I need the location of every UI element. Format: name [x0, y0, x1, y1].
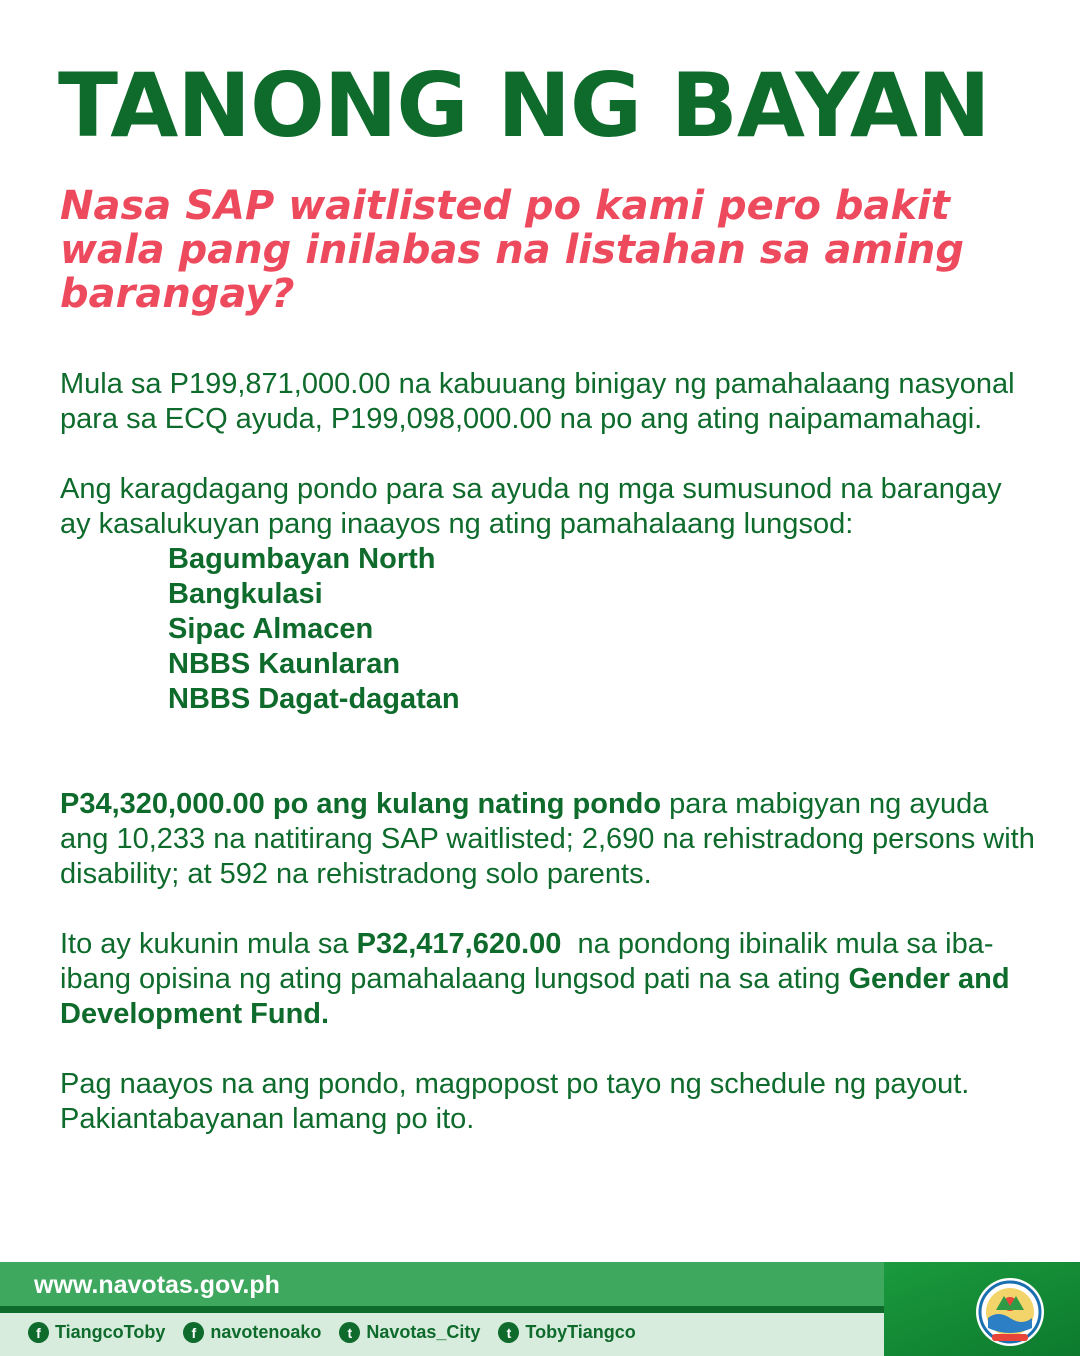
list-item: NBBS Kaunlaran: [168, 648, 401, 680]
list-item: Sipac Almacen: [168, 613, 374, 645]
paragraph-shortfall: [60, 787, 1040, 892]
social-twitter-navotas-city[interactable]: [339, 1322, 480, 1343]
website-link[interactable]: www.navotas.gov.ph: [34, 1271, 280, 1299]
social-facebook-tiangcotoby[interactable]: [28, 1322, 165, 1343]
social-label: navotenoako: [210, 1322, 322, 1342]
paragraph-schedule: Pag naayos na ang pondo, magpopost po tayo ng schedule ng payout. Pakiantabayanan lamang po ito.: [60, 1068, 970, 1135]
facebook-icon: f: [183, 1322, 204, 1343]
shortfall-amount: P34,320,000.00 po ang kulang nating pondo: [60, 788, 662, 820]
question-heading: Nasa SAP waitlisted po kami pero bakit wala pang inilabas na listahan sa aming barangay?: [60, 183, 965, 317]
source-text: Ito ay kukunin mula sa: [60, 928, 357, 960]
list-item: Bagumbayan North: [168, 543, 436, 575]
city-seal-icon: [974, 1276, 1046, 1348]
social-twitter-tobytiangco[interactable]: [498, 1322, 635, 1343]
social-facebook-navotenoako[interactable]: [183, 1322, 321, 1343]
answer-body: [60, 367, 1040, 1172]
social-label: TobyTiangco: [525, 1322, 636, 1342]
list-item: NBBS Dagat-dagatan: [168, 683, 460, 715]
barangay-list: [168, 542, 1040, 717]
footer-divider: [0, 1306, 884, 1313]
paragraph-source: [60, 927, 1040, 1032]
list-item: Bangkulasi: [168, 578, 323, 610]
source-text-2: na pondong ibinalik mula sa iba-ibang opisina ng ating pamahalaang lungsod pati na sa ating: [60, 928, 994, 995]
social-label: TiangcoToby: [55, 1322, 166, 1342]
page-title: TANONG NG BAYAN: [58, 54, 990, 157]
social-label: Navotas_City: [366, 1322, 481, 1342]
paragraph-barangays-intro: Ang karagdagang pondo para sa ayuda ng mga sumusunod na barangay ay kasalukuyan pang inaayos ng ating pamahalaang lungsod:: [60, 473, 1002, 540]
facebook-icon: f: [28, 1322, 49, 1343]
shortfall-details: para mabigyan ng ayuda ang 10,233 na natitirang SAP waitlisted; 2,690 na rehistradong persons with disability; at 592 na rehistradong solo parents.: [60, 788, 1035, 890]
twitter-icon: t: [498, 1322, 519, 1343]
twitter-icon: t: [339, 1322, 360, 1343]
social-links: [28, 1322, 636, 1343]
source-amount: P32,417,620.00: [356, 928, 562, 960]
gad-fund: Gender and Development Fund.: [60, 963, 1018, 1030]
paragraph-funds: Mula sa P199,871,000.00 na kabuuang binigay ng pamahalaang nasyonal para sa ECQ ayuda, P199,098,000.00 na po ang ating naipamamahagi.: [60, 368, 1015, 435]
